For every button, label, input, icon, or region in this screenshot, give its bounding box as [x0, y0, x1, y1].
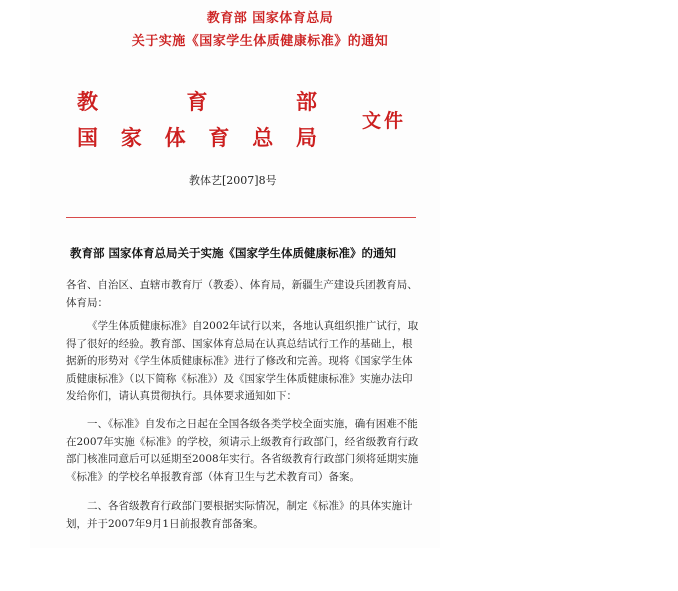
letterhead-char: 局: [295, 126, 317, 150]
notice-title: 教育部 国家体育总局关于实施《国家学生体质健康标准》的通知: [70, 246, 397, 260]
addressees: 各省、自治区、直辖市教育厅（教委）、体育局，新疆生产建设兵团教育局、体育局：: [66, 279, 418, 309]
letterhead-char: 教: [77, 90, 98, 114]
file-label: 文件: [362, 110, 407, 132]
letterhead-char: 总: [252, 126, 274, 150]
letterhead-char: 育: [208, 126, 230, 150]
paragraph: 二、各省级教育行政部门要根据实际情况，制定《标准》的具体实施计划，并于2007年9月1日前报教育部备案。: [66, 500, 413, 530]
paragraph: 《学生体质健康标准》自2002年试行以来，各地认真组织推广试行，取得了很好的经验。教育部、国家体育总局在认真总结试行工作的基础上，根据新的形势对《学生体质健康标准》进行了修改和完善。现将《国家学生体质健康标准》（以下简称《标准》）及《国家学生体质健康标准》实施办法印发给你们，请认真贯彻执行。具体要求通知如下：: [66, 320, 419, 403]
paragraph: 一、《标准》自发布之日起在全国各级各类学校全面实施，确有困难不能在2007年实施《标准》的学校，须请示上级教育行政部门，经省级教育行政部门核准同意后可以延期至2008年实行。各省级教育行政部门须将延期实施《标准》的学校名单报教育部（体育卫生与艺术教育司）备案。: [66, 418, 419, 483]
letterhead-char: 部: [296, 90, 317, 114]
letterhead-char: 体: [164, 126, 186, 150]
header-line-2: 关于实施《国家学生体质健康标准》的通知: [131, 34, 389, 49]
letterhead-char: 国: [77, 126, 98, 150]
letterhead-org-1: [77, 90, 317, 114]
red-divider: [66, 217, 416, 218]
letterhead-org-2: [77, 126, 317, 150]
letterhead-char: 育: [186, 90, 208, 114]
header-line-1: 教育部 国家体育总局: [206, 11, 334, 26]
document-number: 教体艺[2007]8号: [189, 174, 277, 187]
letterhead-char: 家: [120, 126, 142, 150]
